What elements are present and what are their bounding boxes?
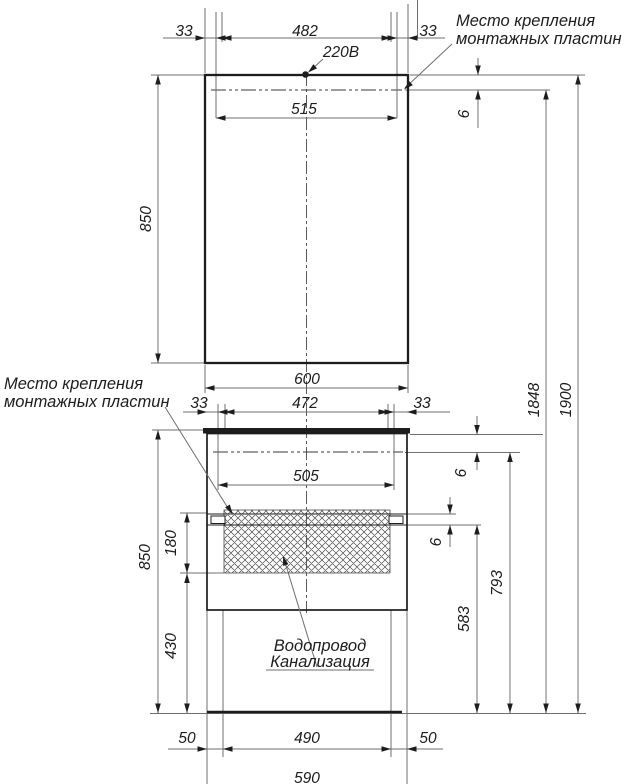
dim-cabinet-offset-left: 33 — [190, 395, 208, 412]
dim-cabinet-offset-right: 33 — [413, 395, 431, 412]
dim-mirror-width: 600 — [294, 371, 320, 388]
dim-cabinet-plate-drop: 6 — [453, 468, 470, 478]
arrowheads — [155, 35, 581, 752]
dim-hatch-height: 180 — [163, 530, 180, 556]
dim-bottom-center: 490 — [294, 730, 320, 747]
dim-cabinet-plates-gap: 472 — [292, 395, 318, 412]
note-mount-bottom-line2: монтажных пластин — [4, 393, 170, 411]
dim-mirror-offset-left: 33 — [175, 23, 193, 40]
note-mount-top-line1: Место крепления — [456, 12, 596, 30]
dim-floor-to-mirror-top: 1900 — [558, 382, 575, 418]
note-plumbing-line1: Водопровод — [273, 637, 367, 655]
leader-mount-top — [405, 44, 452, 88]
dim-floor-to-rail: 583 — [456, 606, 473, 632]
mounting-plate-right — [389, 516, 403, 524]
dim-cabinet-plate-span: 505 — [293, 468, 319, 485]
dim-floor-to-mirror-plate: 1848 — [526, 382, 543, 418]
note-mount-top-line2: монтажных пластин — [456, 30, 622, 48]
dim-bottom-overall: 590 — [294, 770, 320, 784]
dim-rail-drop: 6 — [428, 537, 445, 547]
dim-mirror-plate-drop: 6 — [456, 109, 473, 119]
dim-cabinet-height: 850 — [137, 544, 154, 570]
dim-bottom-right: 50 — [419, 730, 437, 747]
dimension-lines — [158, 38, 578, 749]
dim-mirror-plates-gap: 482 — [292, 23, 318, 40]
dim-floor-to-cabinet-plate: 793 — [489, 570, 506, 596]
note-plumbing-line2: Канализация — [270, 653, 370, 671]
note-mount-bottom-line1: Место крепления — [4, 375, 144, 393]
dim-mirror-offset-right: 33 — [419, 23, 437, 40]
dim-mirror-plate-span: 515 — [291, 101, 317, 118]
leader-mount-bottom — [165, 407, 231, 513]
mounting-plate-left — [211, 516, 225, 524]
label-power-socket: 220В — [322, 44, 360, 61]
power-socket-point — [302, 71, 309, 78]
dim-bottom-left: 50 — [178, 730, 196, 747]
dim-below-hatch: 430 — [163, 633, 180, 659]
plumbing-zone-hatch — [224, 510, 390, 573]
dim-mirror-height: 850 — [138, 206, 155, 232]
